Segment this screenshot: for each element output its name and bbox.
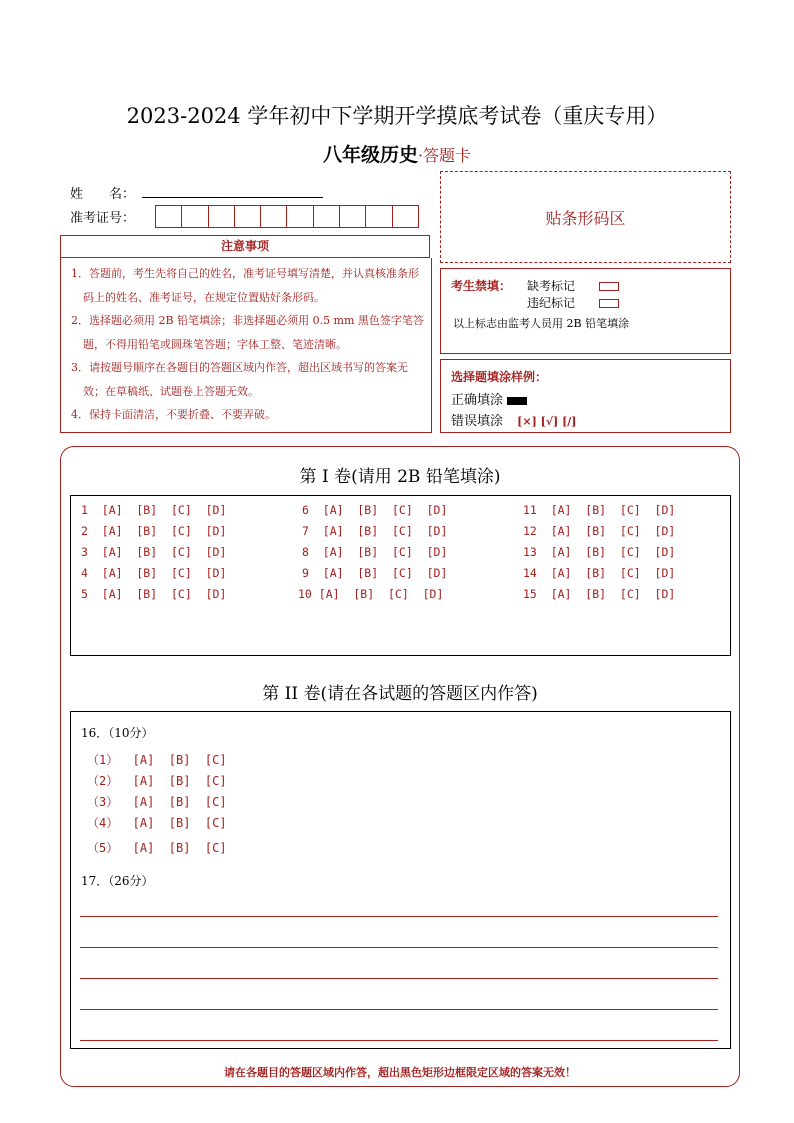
id-number-field[interactable] xyxy=(155,205,419,228)
card-title-sub: ·答题卡 xyxy=(417,146,472,165)
q17-answer-line[interactable] xyxy=(80,1040,718,1041)
notice-item: 4．保持卡面清洁，不要折叠、不要弄破。 xyxy=(71,408,276,421)
id-label: 准考证号： xyxy=(70,211,136,226)
footer-warning: 请在各题目的答题区域内作答，超出黑色矩形边框限定区域的答案无效！ xyxy=(224,1066,576,1079)
id-cell[interactable] xyxy=(340,206,366,227)
barcode-area xyxy=(440,171,731,263)
section2-title: 第 II 卷(请在各试题的答题区内作答) xyxy=(262,684,538,704)
id-cell[interactable] xyxy=(235,206,261,227)
mc-question-row[interactable]: 4 [A] [B] [C] [D] xyxy=(81,566,227,580)
notice-item: 1．答题前，考生先将自己的姓名，准考证号填写清楚，并认真核准条形码上的姓名、准考证号，在规定位置贴好条形码。 xyxy=(71,267,419,304)
id-cell[interactable] xyxy=(182,206,208,227)
id-cell[interactable] xyxy=(209,206,235,227)
correct-fill-row xyxy=(451,389,527,408)
id-cell[interactable] xyxy=(261,206,287,227)
q17-answer-line[interactable] xyxy=(80,1009,718,1010)
mc-question-row[interactable]: 10 [A] [B] [C] [D] xyxy=(298,587,444,601)
mc-question-row[interactable]: 9 [A] [B] [C] [D] xyxy=(302,566,448,580)
mc-question-row[interactable]: 7 [A] [B] [C] [D] xyxy=(302,524,448,538)
q17-label: 17．（26分） xyxy=(81,874,154,888)
q16-choice-row[interactable]: （1） [A] [B] [C] xyxy=(87,753,227,767)
name-label: 姓 名： xyxy=(70,187,136,202)
mc-question-row[interactable]: 2 [A] [B] [C] [D] xyxy=(81,524,227,538)
section1-title: 第 I 卷(请用 2B 铅笔填涂) xyxy=(299,467,501,487)
fill-sample-label: 选择题填涂样例： xyxy=(451,370,548,384)
id-cell[interactable] xyxy=(287,206,313,227)
name-field[interactable] xyxy=(142,197,323,198)
q16-choice-row[interactable]: （4） [A] [B] [C] xyxy=(87,816,227,830)
notice-body xyxy=(60,258,432,433)
mc-question-row[interactable]: 13 [A] [B] [C] [D] xyxy=(523,545,676,559)
id-cell[interactable] xyxy=(156,206,182,227)
notice-title: 注意事项 xyxy=(60,235,430,258)
violation-row xyxy=(527,294,619,311)
violation-mark-box[interactable] xyxy=(599,299,619,308)
filled-mark-icon xyxy=(507,397,527,405)
wrong-fill-row xyxy=(451,410,577,429)
card-title-main: 八年级历史 xyxy=(322,144,418,166)
id-cell[interactable] xyxy=(393,206,418,227)
id-cell[interactable] xyxy=(366,206,392,227)
absent-row xyxy=(527,277,619,294)
absent-label: 缺考标记 xyxy=(527,279,576,293)
mc-question-row[interactable]: 6 [A] [B] [C] [D] xyxy=(302,503,448,517)
mc-question-row[interactable]: 14 [A] [B] [C] [D] xyxy=(523,566,676,580)
q17-answer-line[interactable] xyxy=(80,947,718,948)
exam-status-note: 以上标志由监考人员用 2B 铅笔填涂 xyxy=(453,317,630,330)
card-title xyxy=(0,140,794,167)
q17-answer-line[interactable] xyxy=(80,978,718,979)
q17-answer-line[interactable] xyxy=(80,916,718,917)
exam-status-box xyxy=(440,268,731,354)
wrong-fill-marks: [×] [√] [/] xyxy=(517,415,577,428)
wrong-fill-label: 错误填涂 xyxy=(451,414,504,429)
q16-label: 16．（10分） xyxy=(81,726,154,740)
fill-sample-box xyxy=(440,359,731,433)
mc-question-row[interactable]: 11 [A] [B] [C] [D] xyxy=(523,503,676,517)
mc-question-row[interactable]: 12 [A] [B] [C] [D] xyxy=(523,524,676,538)
mc-question-row[interactable]: 8 [A] [B] [C] [D] xyxy=(302,545,448,559)
correct-fill-label: 正确填涂 xyxy=(451,393,504,408)
notice-item: 3．请按题号顺序在各题目的答题区域内作答，超出区域书写的答案无效；在草稿纸、试题卷上答题无效。 xyxy=(71,361,408,398)
mc-question-row[interactable]: 15 [A] [B] [C] [D] xyxy=(523,587,676,601)
mc-question-row[interactable]: 5 [A] [B] [C] [D] xyxy=(81,587,227,601)
mc-question-row[interactable]: 3 [A] [B] [C] [D] xyxy=(81,545,227,559)
q16-choice-row[interactable]: （2） [A] [B] [C] xyxy=(87,774,227,788)
violation-label: 违纪标记 xyxy=(527,296,576,310)
barcode-label: 贴条形码区 xyxy=(545,208,626,228)
q16-choice-row[interactable]: （3） [A] [B] [C] xyxy=(87,795,227,809)
exam-title: 2023-2024 学年初中下学期开学摸底考试卷（重庆专用） xyxy=(126,104,668,128)
absent-mark-box[interactable] xyxy=(599,282,619,291)
exam-status-label: 考生禁填： xyxy=(451,279,512,293)
q16-choice-row[interactable]: （5） [A] [B] [C] xyxy=(87,841,227,855)
mc-question-row[interactable]: 1 [A] [B] [C] [D] xyxy=(81,503,227,517)
id-cell[interactable] xyxy=(314,206,340,227)
notice-item: 2．选择题必须用 2B 铅笔填涂；非选择题必须用 0.5 mm 黑色签字笔答题，不得用铅笔或圆珠笔答题；字体工整、笔迹清晰。 xyxy=(71,314,424,351)
